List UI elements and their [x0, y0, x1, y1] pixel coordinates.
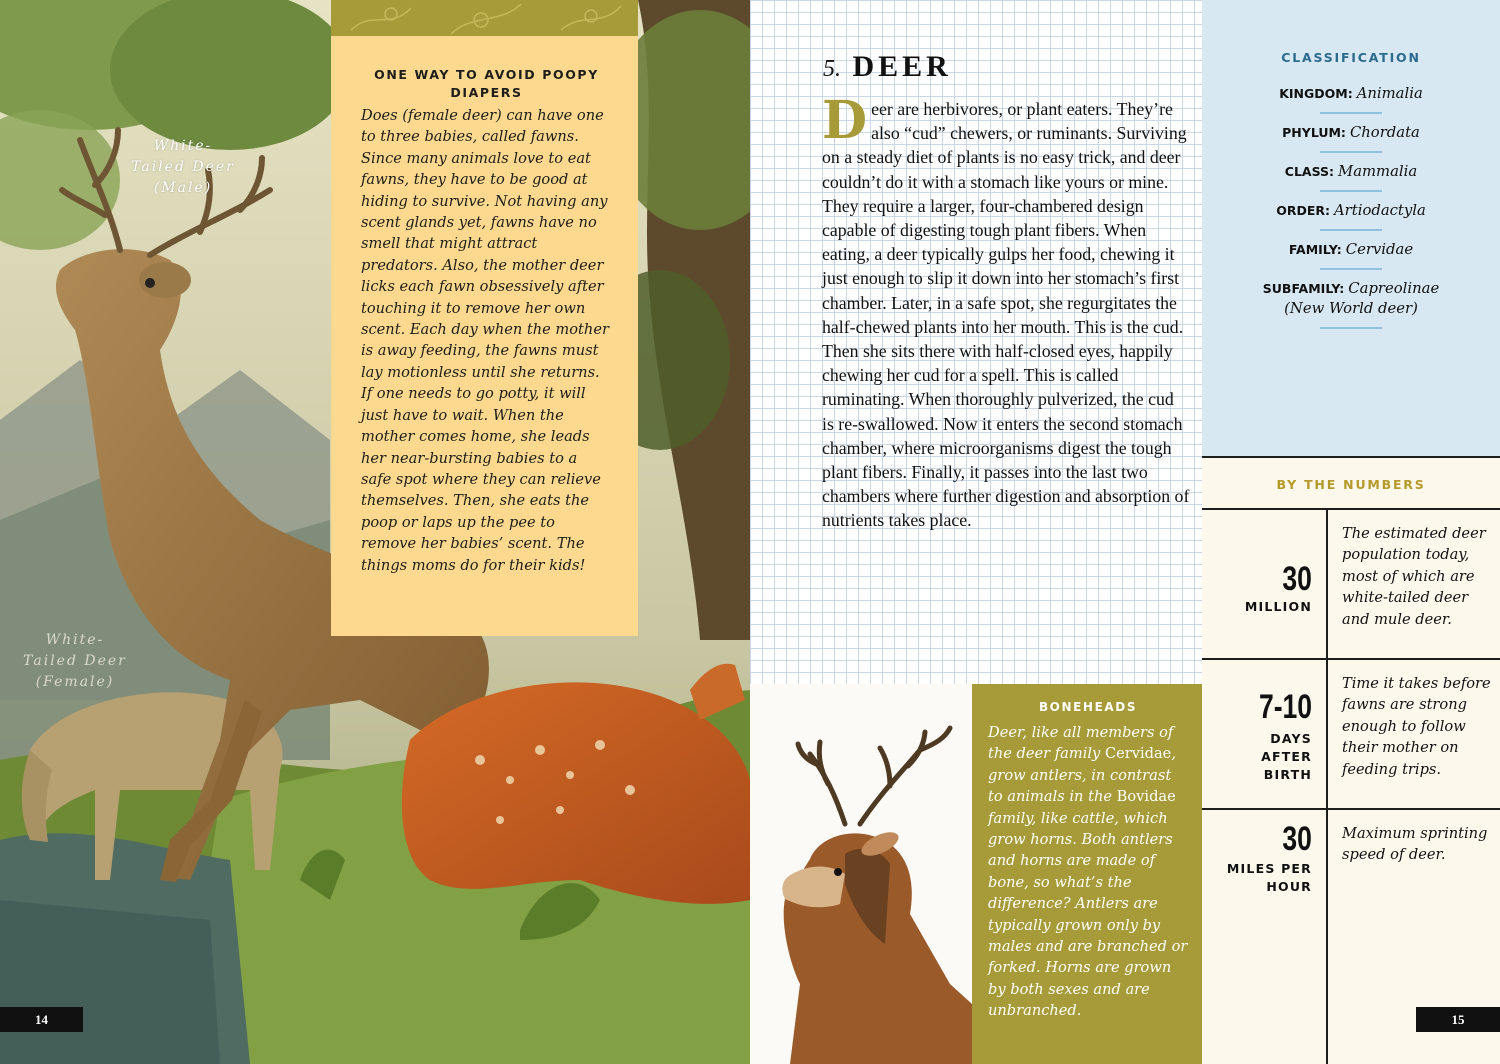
article-heading: DEER — [852, 50, 952, 83]
classification-divider — [1320, 229, 1382, 231]
number-value: 30 — [1282, 820, 1312, 858]
number-row-fawn-days — [1202, 660, 1500, 810]
caption-male-deer: White- Tailed Deer (Male) — [131, 138, 235, 196]
sidebar-text: Does (female deer) can have one to three babies, called fawns. Since many animals love to eat fawns, they have to be good at hiding to survive. Not having any scent glands yet, fawns have no smell that might attract predators. Also, the mother deer licks each fawn obsessively after touching it to remove her own scent. Each day when the mother is away feeding, the fawns must lay motionless until she returns. If one needs to go potty, it will just have to wait. When the mother comes home, she leads her near-bursting babies to a safe spot where they can relieve themselves. Then, she eats the poop or laps up the pee to remove her babies’ scent. The things moms do for their kids! — [361, 107, 609, 574]
classification-order: ORDER: Artiodactyla — [1276, 202, 1426, 219]
classification-title: CLASSIFICATION — [1281, 50, 1421, 65]
article-text: eer are herbivores, or plant eaters. They’re also “cud” chewers, or ruminants. Surviving on a steady diet of plants is no easy trick, and deer couldn’t do it with a stomach like yours or mine. They require a larger, four-chambered design capable of digesting tough plant fibers. When eating, a deer typically gulps her food, chewing it just enough to slip it down into her stomach’s first chamber. Later, in a safe spot, she regurgitates the half-chewed plants into her mouth. This is the cud. Then she sits there with half-closed eyes, happily chewing her cud for a spell. This is called ruminating. When thoroughly pulverized, the cud is re-swallowed. Now it enters the second stomach chamber, where microorganisms digest the tough plant fibers. Finally, it passes into the last two chambers where further digestion and absorption of nutrients takes place. — [822, 99, 1190, 531]
classification-divider — [1320, 327, 1382, 329]
number-description: The estimated deer population today, most of which are white-tailed deer and mule deer. — [1342, 525, 1486, 628]
classification-divider — [1320, 190, 1382, 192]
classification-divider — [1320, 268, 1382, 270]
classification-kingdom: KINGDOM: Animalia — [1279, 85, 1423, 102]
classification-divider — [1320, 112, 1382, 114]
sidebar-poopy-diapers — [331, 36, 638, 636]
page-number-right: 15 — [1416, 1007, 1500, 1032]
number-unit: MILES PER HOUR — [1226, 861, 1312, 894]
classification-panel — [1202, 0, 1500, 456]
article-title — [823, 50, 952, 84]
classification-divider — [1320, 151, 1382, 153]
number-unit: MILLION — [1244, 599, 1312, 614]
by-the-numbers-title: BY THE NUMBERS — [1202, 456, 1500, 510]
article-body — [822, 90, 1190, 533]
boneheads-text: Deer, like all members of the deer family Cervidae, grow antlers, in contrast to animals in the Bovidae family, like cattle, which grow horns. Both antlers and horns are made of bone, so what’s the difference? Antlers are typically grown only by males and are branched or forked. Horns are grown by both sexes and are unbranched. — [988, 724, 1188, 1020]
number-value: 7-10 — [1258, 688, 1312, 726]
sidebar-ornament — [331, 0, 638, 36]
by-the-numbers-panel — [1202, 456, 1500, 1064]
number-description: Maximum sprinting speed of deer. — [1342, 825, 1488, 864]
buck-portrait-illustration — [750, 684, 972, 1064]
classification-subfamily-note: (New World deer) — [1284, 300, 1418, 317]
classification-family: FAMILY: Cervidae — [1288, 241, 1414, 258]
number-description: Time it takes before fawns are strong enough to follow their mother on feeding trips. — [1342, 675, 1491, 778]
drop-cap: D — [822, 90, 868, 151]
classification-phylum: PHYLUM: Chordata — [1282, 124, 1420, 141]
classification-subfamily: SUBFAMILY: Capreolinae — [1262, 280, 1440, 297]
page-number-left: 14 — [0, 1007, 83, 1032]
boneheads-title: BONEHEADS — [1038, 700, 1138, 714]
article-number: 5. — [823, 56, 841, 82]
caption-female-deer: White- Tailed Deer (Female) — [23, 632, 127, 690]
number-row-population — [1202, 510, 1500, 660]
number-unit: DAYS AFTER BIRTH — [1261, 731, 1312, 782]
number-value: 30 — [1282, 560, 1312, 598]
classification-class: CLASS: Mammalia — [1284, 163, 1418, 180]
sidebar-title: ONE WAY TO AVOID POOPY DIAPERS — [374, 67, 599, 100]
sidebar-boneheads — [972, 684, 1202, 1064]
